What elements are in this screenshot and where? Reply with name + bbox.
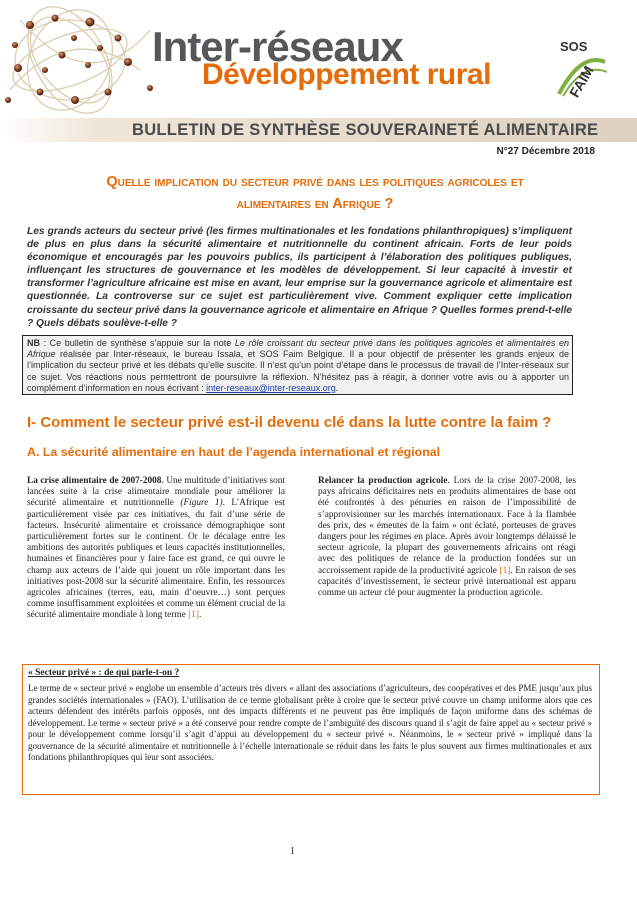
box-text: Le terme de « secteur privé » englobe un ensemble d’acteurs très divers « allant des associations d’agriculteurs, des coopératives et des PME jusqu’aux plus grandes sociétés internationales » (FAO). L’utilisation de ce terme globalisant prête à croire que le secteur privé couvre un champ uniforme alors que ces acteurs défendent des intérêts parfois opposés, ont des impacts différents et ne peuvent pas être impliqués de façon uniforme dans des schémas de développement. Le terme « secteur privé » a été conservé pour rendre compte de l’ambiguïté des discours quand il s’agit de faire appel au « secteur privé » pour le développement comme lorsqu’il s’agit d’appui au développement du « secteur privé ». Néanmoins, le « secteur privé » impliqué dans la gouvernance de la sécurité alimentaire et nutritionnelle à l’échelle internationale se réduit dans les faits le plus souvent aux firmes multinationales et aux fondations philanthropiques qui leur sont associées. [28, 683, 592, 762]
intro-paragraph: Les grands acteurs du secteur privé (les firmes multinationales et les fondations philanthropiques) s’impliquent de plus en plus dans la sécurité alimentaire et nutritionnelle du continent africain. Forts de leur poids économique et encouragés par les pouvoirs publics, ils participent à l’élaboration des politiques publiques, influençant les structures de gouvernance et les modèles de développement. Si leur capacité à investir et transformer l’agriculture africaine est mise en avant, leur emprise sur la gouvernance agricole et alimentaire est questionnée. La controverse sur ce sujet est particulièrement vive. Comment expliquer cette implication croissante du secteur privé dans la gouvernance agricole et alimentaire en Afrique ? Quelles formes prend-t-elle ? Quels débats soulève-t-elle ? [27, 226, 572, 329]
nb-note [27, 338, 569, 394]
issue-number: N°27 Décembre 2018 [496, 146, 595, 157]
right-col-text1: . Lors de la crise 2007-2008, les pays africains déficitaires nets en produits alimentaires de base ont été confrontés à des pénuries en raison de l’impossibilité de s’approvisionner sur les marchés internationaux. Face à la flambée des prix, des « émeutes de la faim » ont éclaté, porteuses de graves dangers pour les régimes en place. Après avoir longtemps délaissé le secteur agricole, la plupart des gouvernements africains ont réagi avec des politiques de relance de la production fondées sur un accroissement rapide de la productivité agricole [318, 476, 576, 576]
right-col-lead: Relancer la production agricole [318, 476, 448, 486]
page-title: Quelle implication du secteur privé dans les politiques agricoles et alimentaires en Afrique ? [106, 174, 524, 212]
nb-label: NB [27, 338, 40, 348]
nb-text-end: . [335, 382, 339, 393]
left-col-end: . [198, 610, 202, 621]
box-title: « Secteur privé » : de qui parle-t-on ? [28, 668, 180, 678]
nb-note-title: Le rôle croissant du secteur privé dans les politiques agricoles et alimentaires en Afrique [27, 338, 569, 360]
page-number: 1 [290, 846, 295, 857]
faim-logo-text: FAIM [566, 63, 597, 100]
nb-text-part1: : Ce bulletin de synthèse s’appuie sur la note [40, 338, 235, 348]
figure-reference: (Figure 1) [180, 498, 223, 509]
citation-link[interactable]: [1] [499, 565, 511, 576]
brand-subtitle: Développement rural [202, 58, 491, 91]
bulletin-banner: BULLETIN DE SYNTHÈSE SOUVERAINETÉ ALIMENTAIRE [132, 121, 599, 139]
section-heading-1a: A. La sécurité alimentaire en haut de l’agenda international et régional [27, 445, 441, 459]
sos-logo-text: SOS [560, 39, 588, 54]
left-column [27, 476, 285, 622]
citation-link[interactable]: [1] [188, 610, 199, 621]
section-heading-1: I- Comment le secteur privé est-il devenu clé dans la lutte contre la faim ? [27, 414, 552, 431]
right-column [318, 476, 576, 599]
network-beads-logo [0, 0, 175, 120]
left-col-text1: . Une multitude d’initiatives sont lancées suite à la crise alimentaire mondiale pour améliorer la sécurité alimentaire et nutritionnelle [27, 476, 286, 509]
right-col-text2: . En raison de ses capacités d’investissement, le secteur privé international est apparu comme un acteur clé pour augmenter la production agricole. [318, 565, 576, 599]
brand-title: Inter-réseaux [152, 23, 403, 70]
left-col-lead: La crise alimentaire de 2007-2008 [27, 476, 162, 486]
left-col-text2: . L’Afrique est particulièrement visée par ces initiatives, du fait d’une série de facteurs. Insécurité alimentaire et croissance démographique sont particulièrement fortes sur le continent. Or le décalage entre les ambitions des autorités publiques et leurs capacités institutionnelles, humaines et financières pour y faire face est grand, ce qui ouvre le champ aux acteurs de l’aide qui jouent un rôle important dans les initiatives post-2008 sur la sécurité alimentaire. Enfin, les ressources agricoles africaines (terres, eau, main d’oeuvre…) sont perçues comme insuffisamment exploitées et comme un élément crucial de la sécurité alimentaire mondiale à long terme [27, 498, 286, 621]
nb-text-part2: réalisée par Inter-réseaux, le bureau Issala, et SOS Faim Belgique. Il a pour objectif de présenter les grands enjeux de l’implication du secteur privé et les débats qu’elle suscite. Il n’est qu’un point d’étape dans le processus de travail de l’Inter-réseaux sur ce sujet. Vos réactions nous permettront de poursuivre la réflexion. N’hésitez pas à réagir, à donner votre avis ou à apporter un complément d’information en nous écrivant : [27, 349, 569, 393]
email-link[interactable]: inter-reseaux@inter-reseaux.org [206, 382, 336, 393]
